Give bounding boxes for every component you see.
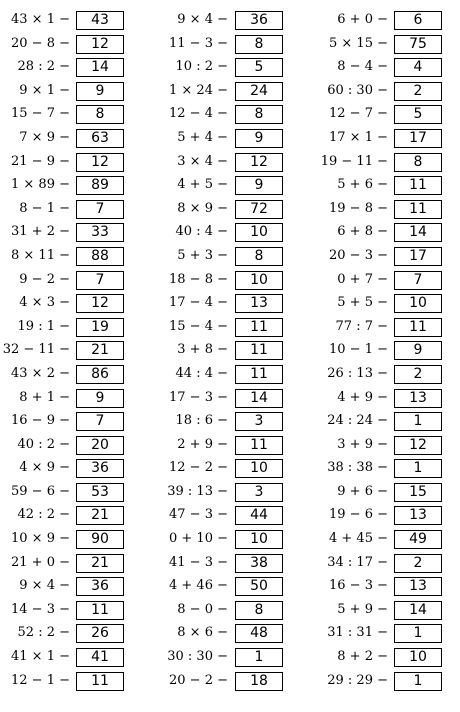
answer-box: 5 <box>235 58 283 77</box>
answer-box: 26 <box>76 624 124 643</box>
problem-expression: 38 : 38 − <box>327 460 388 476</box>
problem-expression: 5 + 4 − <box>177 129 228 145</box>
answer-box: 10 <box>235 271 283 290</box>
problem-expression: 8 − 1 − <box>19 200 70 216</box>
answer-box: 24 <box>235 82 283 101</box>
answer-box: 10 <box>235 223 283 242</box>
answer-box: 3 <box>235 483 283 502</box>
problem-expression: 8 + 1 − <box>19 389 70 405</box>
answer-box: 11 <box>76 672 124 691</box>
problem-expression: 32 − 11 − <box>2 342 70 358</box>
problem-expression: 3 + 9 − <box>337 436 388 452</box>
answer-box: 18 <box>235 672 283 691</box>
answer-box: 2 <box>394 365 442 384</box>
answer-box: 17 <box>394 247 442 266</box>
answer-box: 9 <box>235 129 283 148</box>
problem-expression: 8 + 2 − <box>337 649 388 665</box>
problem-expression: 8 − 4 − <box>337 59 388 75</box>
problem-expression: 31 + 2 − <box>11 224 70 240</box>
problem-expression: 12 − 1 − <box>11 672 70 688</box>
answer-box: 72 <box>235 200 283 219</box>
problem-expression: 7 × 9 − <box>19 129 70 145</box>
problem-expression: 29 : 29 − <box>327 672 388 688</box>
problem-expression: 9 × 4 − <box>19 578 70 594</box>
answer-box: 12 <box>76 153 124 172</box>
answer-box: 13 <box>235 294 283 313</box>
problem-expression: 8 × 6 − <box>177 625 228 641</box>
problem-expression: 16 − 3 − <box>329 578 388 594</box>
problem-expression: 20 − 2 − <box>169 672 228 688</box>
answer-box: 44 <box>235 506 283 525</box>
problem-expression: 44 : 4 − <box>175 365 228 381</box>
answer-box: 41 <box>76 648 124 667</box>
problem-expression: 28 : 2 − <box>17 59 70 75</box>
problem-expression: 16 − 9 − <box>11 413 70 429</box>
problem-expression: 6 + 0 − <box>337 12 388 27</box>
problem-expression: 39 : 13 − <box>167 483 228 499</box>
problem-expression: 5 × 15 − <box>329 35 388 51</box>
answer-box: 12 <box>394 436 442 455</box>
answer-box: 6 <box>394 11 442 30</box>
answer-box: 21 <box>76 341 124 360</box>
answer-box: 50 <box>235 577 283 596</box>
problem-expression: 1 × 89 − <box>11 177 70 193</box>
answer-box: 88 <box>76 247 124 266</box>
answer-box: 11 <box>76 601 124 620</box>
answer-box: 14 <box>76 58 124 77</box>
answer-box: 2 <box>394 82 442 101</box>
problem-expression: 15 − 7 − <box>11 106 70 122</box>
answer-box: 13 <box>394 389 442 408</box>
problem-expression: 18 − 8 − <box>169 271 228 287</box>
answer-box: 11 <box>394 176 442 195</box>
problem-expression: 19 − 6 − <box>329 507 388 523</box>
answer-box: 36 <box>76 459 124 478</box>
answer-box: 11 <box>235 365 283 384</box>
problem-expression: 9 + 6 − <box>337 483 388 499</box>
answer-box: 12 <box>235 153 283 172</box>
answer-box: 11 <box>235 318 283 337</box>
problem-expression: 1 × 24 − <box>169 82 228 98</box>
answer-box: 9 <box>76 82 124 101</box>
problem-expression: 18 : 6 − <box>175 413 228 429</box>
problem-expression: 21 − 9 − <box>11 153 70 169</box>
problem-expression: 8 − 0 − <box>177 601 228 617</box>
answer-box: 1 <box>394 412 442 431</box>
answer-box: 1 <box>394 624 442 643</box>
answer-box: 17 <box>394 129 442 148</box>
answer-box: 3 <box>235 412 283 431</box>
problem-expression: 8 × 9 − <box>177 200 228 216</box>
problem-expression: 4 + 5 − <box>177 177 228 193</box>
answer-box: 12 <box>76 35 124 54</box>
answer-box: 8 <box>235 105 283 124</box>
answer-box: 14 <box>394 223 442 242</box>
problem-expression: 6 + 8 − <box>337 224 388 240</box>
problem-expression: 5 + 3 − <box>177 247 228 263</box>
problem-expression: 59 − 6 − <box>11 483 70 499</box>
answer-box: 15 <box>394 483 442 502</box>
problem-expression: 52 : 2 − <box>17 625 70 641</box>
answer-box: 11 <box>235 436 283 455</box>
answer-box: 63 <box>76 129 124 148</box>
problem-expression: 4 + 9 − <box>337 389 388 405</box>
problem-expression: 43 × 2 − <box>11 365 70 381</box>
answer-box: 11 <box>394 200 442 219</box>
answer-box: 13 <box>394 506 442 525</box>
problem-expression: 60 : 30 − <box>327 82 388 98</box>
answer-box: 9 <box>394 341 442 360</box>
problem-expression: 5 + 9 − <box>337 601 388 617</box>
problem-expression: 26 : 13 − <box>327 365 388 381</box>
answer-box: 8 <box>235 35 283 54</box>
answer-box: 7 <box>394 271 442 290</box>
answer-box: 8 <box>394 153 442 172</box>
answer-box: 10 <box>235 530 283 549</box>
answer-box: 1 <box>394 672 442 691</box>
answer-box: 10 <box>394 294 442 313</box>
problem-expression: 19 − 8 − <box>329 200 388 216</box>
problem-expression: 11 − 3 − <box>169 35 228 51</box>
problem-expression: 31 : 31 − <box>327 625 388 641</box>
answer-box: 1 <box>235 648 283 667</box>
problem-expression: 42 : 2 − <box>17 507 70 523</box>
answer-box: 12 <box>76 294 124 313</box>
problem-expression: 12 − 7 − <box>329 106 388 122</box>
problem-expression: 9 − 2 − <box>19 271 70 287</box>
answer-box: 21 <box>76 554 124 573</box>
answer-box: 89 <box>76 176 124 195</box>
problem-expression: 19 : 1 − <box>17 318 70 334</box>
problem-expression: 15 − 4 − <box>169 318 228 334</box>
answer-box: 75 <box>394 35 442 54</box>
problem-expression: 30 : 30 − <box>167 649 228 665</box>
problem-expression: 43 × 1 − <box>11 12 70 27</box>
answer-box: 8 <box>76 105 124 124</box>
problem-expression: 4 + 46 − <box>169 578 228 594</box>
answer-box: 53 <box>76 483 124 502</box>
answer-box: 7 <box>76 200 124 219</box>
problem-expression: 5 + 5 − <box>337 295 388 311</box>
problem-expression: 3 × 4 − <box>177 153 228 169</box>
answer-box: 19 <box>76 318 124 337</box>
answer-box: 49 <box>394 530 442 549</box>
answer-box: 10 <box>235 459 283 478</box>
answer-box: 33 <box>76 223 124 242</box>
problem-expression: 19 − 11 − <box>320 153 388 169</box>
problem-expression: 4 × 9 − <box>19 460 70 476</box>
answer-box: 36 <box>76 577 124 596</box>
answer-box: 20 <box>76 436 124 455</box>
answer-box: 4 <box>394 58 442 77</box>
problem-expression: 8 × 11 − <box>11 247 70 263</box>
problem-expression: 77 : 7 − <box>335 318 388 334</box>
problem-expression: 0 + 7 − <box>337 271 388 287</box>
answer-box: 7 <box>76 271 124 290</box>
answer-box: 48 <box>235 624 283 643</box>
problem-expression: 9 × 4 − <box>177 12 228 27</box>
problem-expression: 2 + 9 − <box>177 436 228 452</box>
problem-expression: 4 × 3 − <box>19 295 70 311</box>
problem-expression: 12 − 2 − <box>169 460 228 476</box>
answer-box: 90 <box>76 530 124 549</box>
problem-expression: 41 × 1 − <box>11 649 70 665</box>
answer-box: 86 <box>76 365 124 384</box>
problem-expression: 40 : 4 − <box>175 224 228 240</box>
problem-expression: 21 + 0 − <box>11 554 70 570</box>
answer-box: 8 <box>235 247 283 266</box>
problem-expression: 5 + 6 − <box>337 177 388 193</box>
problem-expression: 17 − 3 − <box>169 389 228 405</box>
answer-box: 8 <box>235 601 283 620</box>
answer-box: 2 <box>394 554 442 573</box>
problem-expression: 12 − 4 − <box>169 106 228 122</box>
problem-expression: 47 − 3 − <box>169 507 228 523</box>
answer-box: 14 <box>394 601 442 620</box>
answer-box: 7 <box>76 412 124 431</box>
answer-box: 14 <box>235 389 283 408</box>
problem-expression: 34 : 17 − <box>327 554 388 570</box>
answer-box: 11 <box>394 318 442 337</box>
answer-box: 21 <box>76 506 124 525</box>
answer-box: 11 <box>235 341 283 360</box>
problem-expression: 17 − 4 − <box>169 295 228 311</box>
problem-expression: 10 − 1 − <box>329 342 388 358</box>
problem-expression: 20 − 3 − <box>329 247 388 263</box>
problem-expression: 3 + 8 − <box>177 342 228 358</box>
answer-box: 38 <box>235 554 283 573</box>
answer-box: 43 <box>76 11 124 30</box>
answer-box: 10 <box>394 648 442 667</box>
problem-expression: 10 × 9 − <box>11 531 70 547</box>
problem-expression: 10 : 2 − <box>175 59 228 75</box>
problem-expression: 24 : 24 − <box>327 413 388 429</box>
answer-box: 5 <box>394 105 442 124</box>
answer-box: 9 <box>235 176 283 195</box>
problem-expression: 14 − 3 − <box>11 601 70 617</box>
answer-box: 9 <box>76 389 124 408</box>
answer-box: 36 <box>235 11 283 30</box>
problem-expression: 40 : 2 − <box>17 436 70 452</box>
problem-expression: 4 + 45 − <box>329 531 388 547</box>
problem-expression: 17 × 1 − <box>329 129 388 145</box>
answer-box: 13 <box>394 577 442 596</box>
problem-expression: 41 − 3 − <box>169 554 228 570</box>
answer-box: 1 <box>394 459 442 478</box>
problem-expression: 20 − 8 − <box>11 35 70 51</box>
problem-expression: 9 × 1 − <box>19 82 70 98</box>
problem-expression: 0 + 10 − <box>169 531 228 547</box>
